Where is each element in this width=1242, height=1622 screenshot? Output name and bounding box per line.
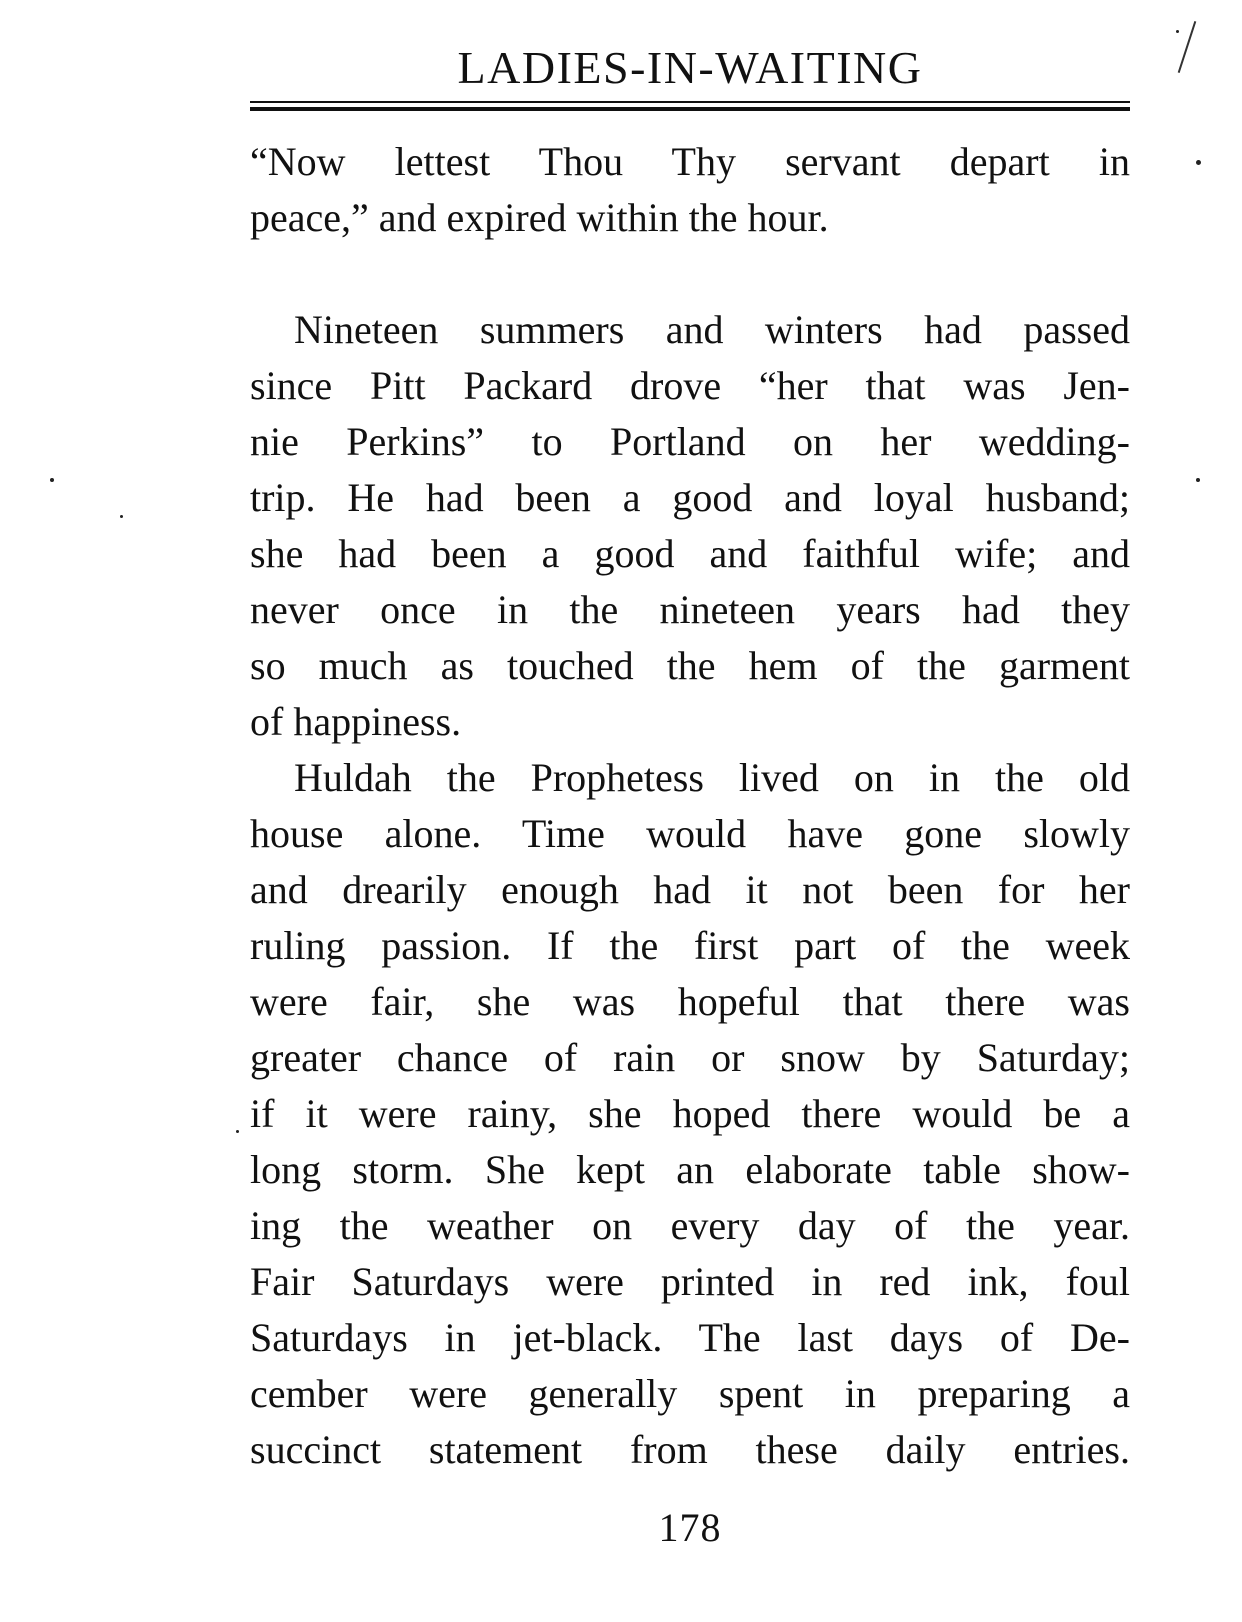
scan-scratch [1178,21,1197,73]
scan-speck [236,1130,239,1133]
text-line: Huldah the Prophetess lived on in the old [294,755,1130,800]
text-line: she had been a good and faithful wife; and [250,531,1130,576]
text-line: greater chance of rain or snow by Saturday; [250,1035,1130,1080]
text-line: nie Perkins” to Portland on her wedding- [250,419,1130,464]
paragraph-nineteen-summers [250,302,1130,750]
scan-speck [1176,30,1179,33]
text-line: cember were generally spent in preparing a [250,1371,1130,1416]
scan-speck [50,478,54,482]
text-line: “Now lettest Thou Thy servant depart in [250,139,1130,184]
text-line: Saturdays in jet-black. The last days of De- [250,1315,1130,1360]
text-line: Nineteen summers and winters had passed [294,307,1130,352]
text-line: of happiness. [250,699,462,744]
text-line: house alone. Time would have gone slowly [250,811,1130,856]
text-line: succinct statement from these daily entries. [250,1427,1130,1472]
text-line: Fair Saturdays were printed in red ink, foul [250,1259,1130,1304]
text-line: peace,” and expired within the hour. [250,195,829,240]
text-line: so much as touched the hem of the garment [250,643,1130,688]
paragraph-continuation [250,134,1130,246]
text-line: trip. He had been a good and loyal husband; [250,475,1130,520]
scan-speck [1196,478,1200,482]
text-line: if it were rainy, she hoped there would be a [250,1091,1130,1136]
text-line: ruling passion. If the first part of the week [250,923,1130,968]
page-number: 178 [658,1505,722,1550]
paragraph-gap [250,246,1130,302]
header-rule-thick [250,107,1130,111]
paragraph-huldah [250,750,1130,1478]
body-text [250,134,1130,1478]
scan-speck [1196,160,1201,165]
text-line: were fair, she was hopeful that there was [250,979,1130,1024]
running-head: LADIES-IN-WAITING [457,42,923,93]
text-line: ing the weather on every day of the year. [250,1203,1130,1248]
header-rule-thin [250,101,1130,103]
scan-speck [120,515,123,518]
text-line: and drearily enough had it not been for her [250,867,1130,912]
text-line: since Pitt Packard drove “her that was Jen- [250,363,1130,408]
text-line: never once in the nineteen years had they [250,587,1130,632]
text-line: long storm. She kept an elaborate table show- [250,1147,1130,1192]
